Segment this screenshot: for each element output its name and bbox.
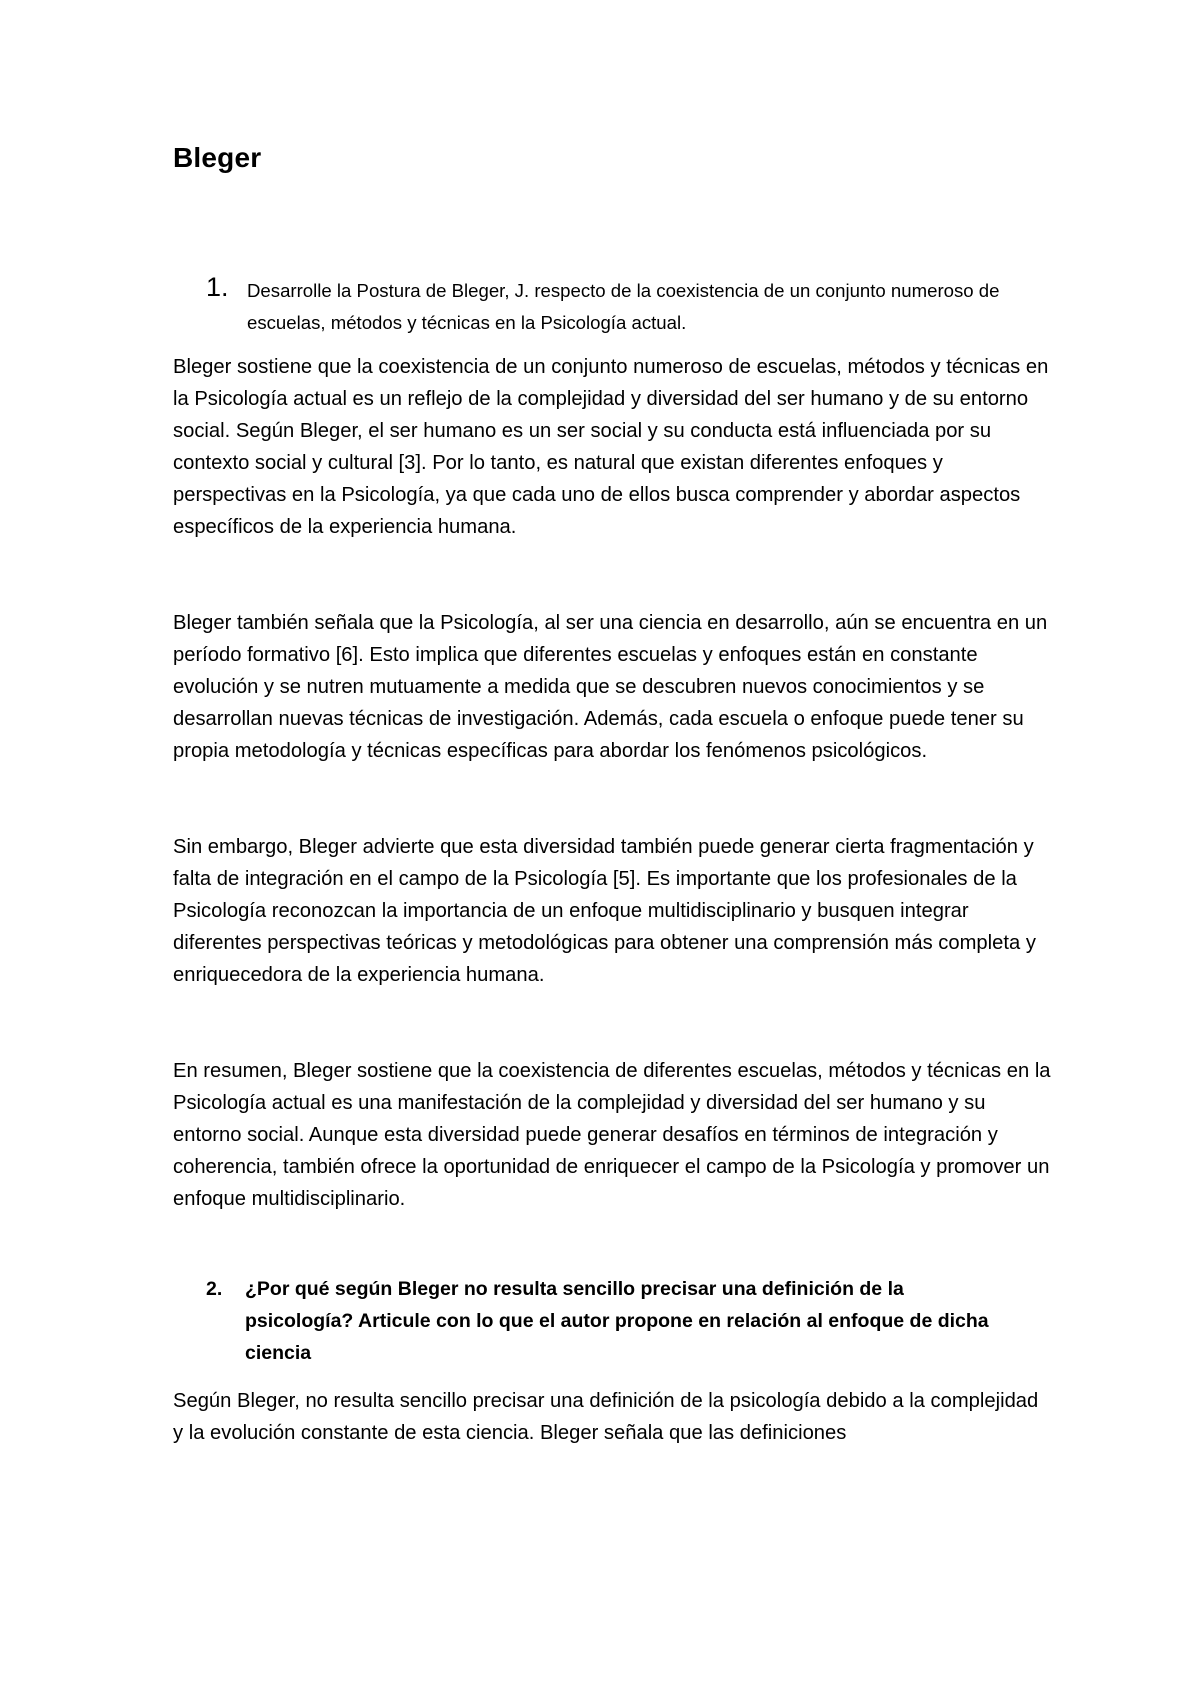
question-1 [173, 272, 1053, 339]
question-2 [173, 1273, 1053, 1369]
answer-2-paragraph-1: Según Bleger, no resulta sencillo precisar una definición de la psicología debido a la complejidad y la evolución constante de esta ciencia. Bleger señala que las definiciones [173, 1390, 1039, 1444]
answer-1-paragraph-1: Bleger sostiene que la coexistencia de un conjunto numeroso de escuelas, métodos y técnicas en la Psicología actual es un reflejo de la complejidad y diversidad del ser humano y de su entorno social. Según Bleger, el ser humano es un ser social y su conducta está influenciada por su contexto social y cultural [3]. Por lo tanto, es natural que existan diferentes enfoques y perspectivas en la Psicología, ya que cada uno de ellos busca comprender y abordar aspectos específicos de la experiencia humana. [173, 356, 1049, 538]
question-1-number: 1. [206, 272, 229, 302]
answer-1-paragraph-2: Bleger también señala que la Psicología, al ser una ciencia en desarrollo, aún se encuentra en un período formativo [6]. Esto implica que diferentes escuelas y enfoques están en constante evolución y se nutren mutuamente a medida que se descubren nuevos conocimientos y se desarrollan nuevas técnicas de investigación. Además, cada escuela o enfoque puede tener su propia metodología y técnicas específicas para abordar los fenómenos psicológicos. [173, 612, 1048, 762]
answer-1-paragraph-4: En resumen, Bleger sostiene que la coexistencia de diferentes escuelas, métodos y técnicas en la Psicología actual es una manifestación de la complejidad y diversidad del ser humano y su entorno social. Aunque esta diversidad puede generar desafíos en términos de integración y coherencia, también ofrece la oportunidad de enriquecer el campo de la Psicología y promover un enfoque multidisciplinario. [173, 1060, 1051, 1210]
document-title: Bleger [173, 142, 262, 173]
answer-1-paragraph-3: Sin embargo, Bleger advierte que esta diversidad también puede generar cierta fragmentación y falta de integración en el campo de la Psicología [5]. Es importante que los profesionales de la Psicología reconozcan la importancia de un enfoque multidisciplinario y busquen integrar diferentes perspectivas teóricas y metodológicas para obtener una comprensión más completa y enriquecedora de la experiencia humana. [173, 836, 1036, 986]
document-content [173, 140, 1053, 1449]
question-1-text: Desarrolle la Postura de Bleger, J. respecto de la coexistencia de un conjunto numeroso de escuelas, métodos y técnicas en la Psicología actual. [247, 280, 1000, 333]
question-2-number: 2. [206, 1278, 223, 1300]
question-2-text: ¿Por qué según Bleger no resulta sencillo precisar una definición de la psicología? Articule con lo que el autor propone en relación al enfoque de dicha ciencia [245, 1278, 989, 1364]
